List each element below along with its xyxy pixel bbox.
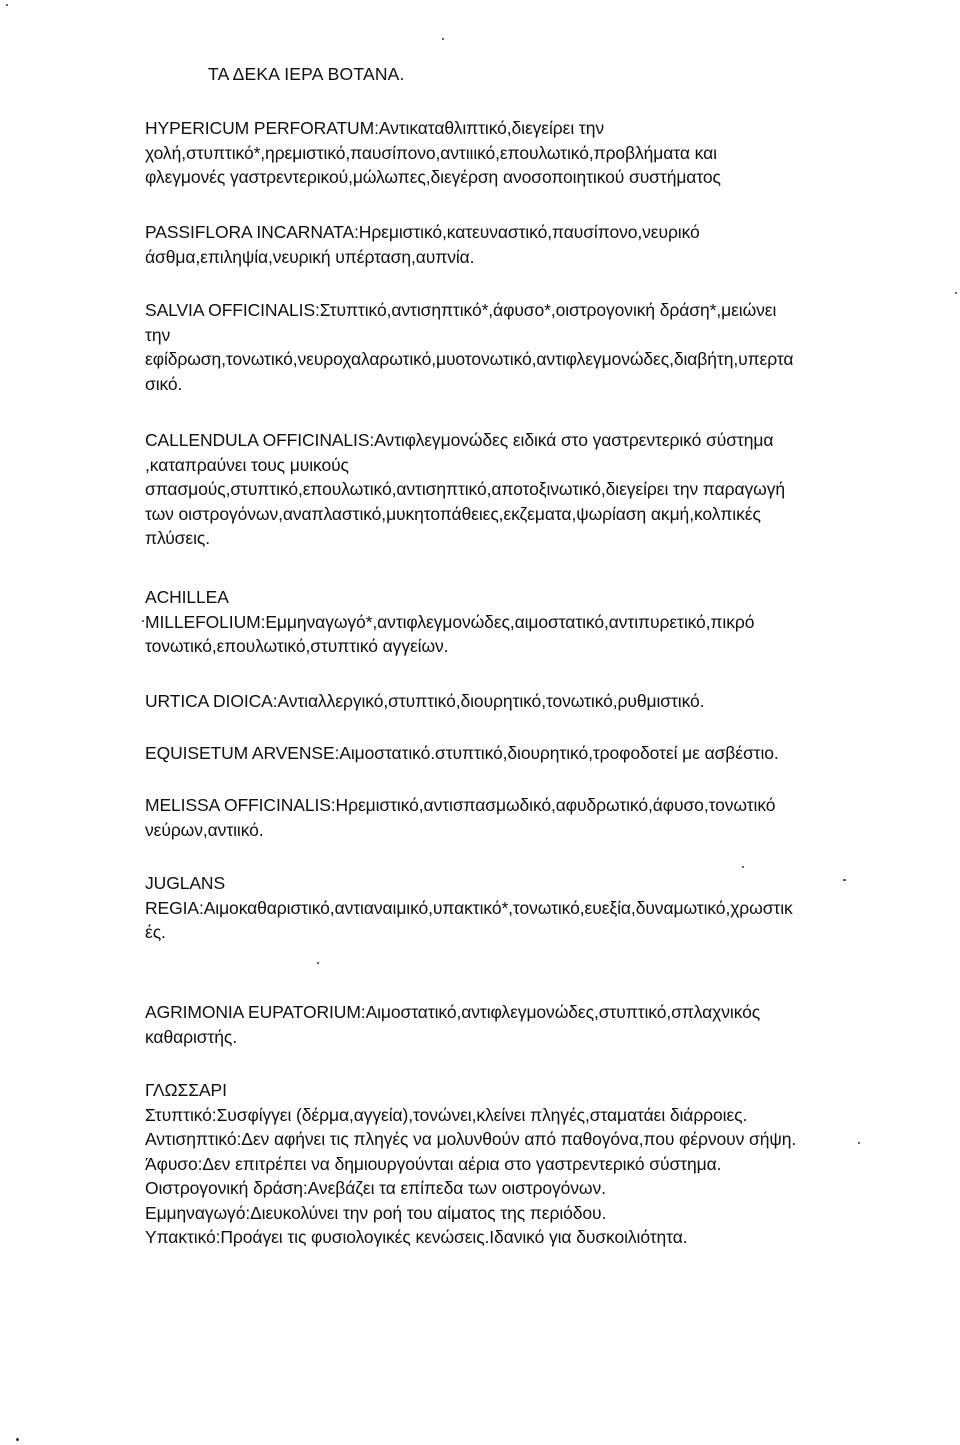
scan-speck	[843, 879, 846, 881]
glossary-heading: ΓΛΩΣΣΑΡΙ	[145, 1080, 227, 1100]
scan-speck	[442, 38, 444, 40]
entry-line: σικό.	[145, 373, 183, 394]
glossary-line: Οιστρογονική δράση:Ανεβάζει τα επίπεδα των οιστρογόνων.	[145, 1178, 606, 1198]
entry-line: ές.	[145, 922, 166, 942]
entry-line: HYPERICUM PERFORATUM:Αντικαταθλιπτικό,διεγείρει την	[145, 118, 604, 138]
herb-entry-callendula	[145, 428, 885, 551]
entry-line: REGIA:Αιμοκαθαριστικό,αντιαναιμικό,υπακτικό*,τονωτικό,ευεξία,δυναμωτικό,χρωστικ	[145, 897, 793, 918]
herb-entry-passiflora	[145, 220, 885, 269]
document-title: ΤΑ ΔΕΚΑ ΙΕΡΑ ΒΟΤΑΝΑ.	[208, 64, 405, 84]
scan-speck	[142, 620, 144, 622]
glossary-section	[145, 1078, 885, 1250]
scan-speck	[742, 866, 744, 868]
herb-entry-urtica	[145, 689, 885, 714]
scan-speck	[317, 962, 319, 964]
entry-line: σπασμούς,στυπτικό,επουλωτικό,αντισηπτικό,αποτοξινωτικό,διεγείρει την παραγωγή	[145, 479, 785, 499]
entry-line: CALLENDULA OFFICINALIS:Αντιφλεγμονώδες ειδικά στο γαστρεντερικό σύστημα	[145, 430, 774, 450]
entry-line: νεύρων,αντιικό.	[145, 819, 264, 840]
entry-line: SALVIA OFFICINALIS:Στυπτικό,αντισηπτικό*,άφυσο*,οιστρογονική δράση*,μειώνει	[145, 300, 777, 320]
entry-line: MILLEFOLIUM:Εμμηναγωγό*,αντιφλεγμονώδες,αιμοστατικό,αντιπυρετικό,πικρό	[145, 611, 755, 632]
entry-line: καθαριστής.	[145, 1026, 237, 1047]
glossary-line: Άφυσο:Δεν επιτρέπει να δημιουργούνται αέρια στο γαστρεντερικό σύστημα.	[145, 1153, 722, 1174]
entry-line: MELISSA OFFICINALIS:Ηρεμιστικό,αντισπασμωδικό,αφυδρωτικό,άφυσο,τονωτικό	[145, 795, 776, 815]
glossary-line: Στυπτικό:Συσφίγγει (δέρμα,αγγεία),τονώνει,κλείνει πληγές,σταματάει διάρροιες.	[145, 1104, 748, 1125]
herb-entry-hypericum	[145, 116, 885, 190]
herb-entry-melissa	[145, 793, 885, 842]
entry-line: ,καταπραύνει τους μυικούς	[145, 454, 349, 475]
herb-entry-achillea	[145, 585, 885, 659]
entry-line: χολή,στυπτικό*,ηρεμιστικό,παυσίπονο,αντιιικό,επουλωτικό,προβλήματα και	[145, 142, 717, 163]
herb-entry-juglans	[145, 871, 885, 945]
scan-speck	[858, 1142, 860, 1144]
scan-speck	[16, 1438, 19, 1441]
entry-line: EQUISETUM ARVENSE:Αιμοστατικό.στυπτικό,διουρητικό,τροφοδοτεί με ασβέστιο.	[145, 743, 779, 763]
herb-entry-agrimonia	[145, 1000, 885, 1049]
entry-line: πλύσεις.	[145, 528, 210, 548]
glossary-line: Εμμηναγωγό:Διευκολύνει την ροή του αίματος της περιόδου.	[145, 1202, 607, 1223]
entry-line: εφίδρωση,τονωτικό,νευροχαλαρωτικό,μυοτονωτικό,αντιφλεγμονώδες,διαβήτη,υπερτα	[145, 349, 794, 369]
entry-line: άσθμα,επιληψία,νευρική υπέρταση,αυπνία.	[145, 246, 475, 267]
entry-line: φλεγμονές γαστρεντερικού,μώλωπες,διεγέρση ανοσοποιητικού συστήματος	[145, 167, 721, 187]
herb-entry-salvia	[145, 298, 885, 396]
scan-speck	[6, 4, 8, 6]
entry-line: ACHILLEA	[145, 587, 229, 607]
herb-entry-equisetum	[145, 741, 885, 766]
entry-line: AGRIMONIA EUPATORIUM:Αιμοστατικό,αντιφλεγμονώδες,στυπτικό,σπλαχνικός	[145, 1002, 761, 1022]
entry-line: των οιστρογόνων,αναπλαστικό,μυκητοπάθειες,εκζεματα,ψωρίαση ακμή,κολπικές	[145, 503, 761, 524]
glossary-line: Αντισηπτικό:Δεν αφήνει τις πληγές να μολυνθούν από παθογόνα,που φέρνουν σήψη.	[145, 1129, 797, 1149]
scan-speck	[955, 292, 957, 294]
glossary-line: Υπακτικό:Προάγει τις φυσιολογικές κενώσεις.Ιδανικό για δυσκοιλιότητα.	[145, 1227, 688, 1247]
entry-line: τονωτικό,επουλωτικό,στυπτικό αγγείων.	[145, 636, 449, 656]
entry-line: JUGLANS	[145, 873, 226, 893]
entry-line: PASSIFLORA INCARNATA:Ηρεμιστικό,κατευναστικό,παυσίπονο,νευρικό	[145, 222, 700, 242]
entry-line: την	[145, 324, 171, 345]
entry-line: URTICA DIOICA:Αντιαλλεργικό,στυπτικό,διουρητικό,τονωτικό,ρυθμιστικό.	[145, 691, 705, 711]
